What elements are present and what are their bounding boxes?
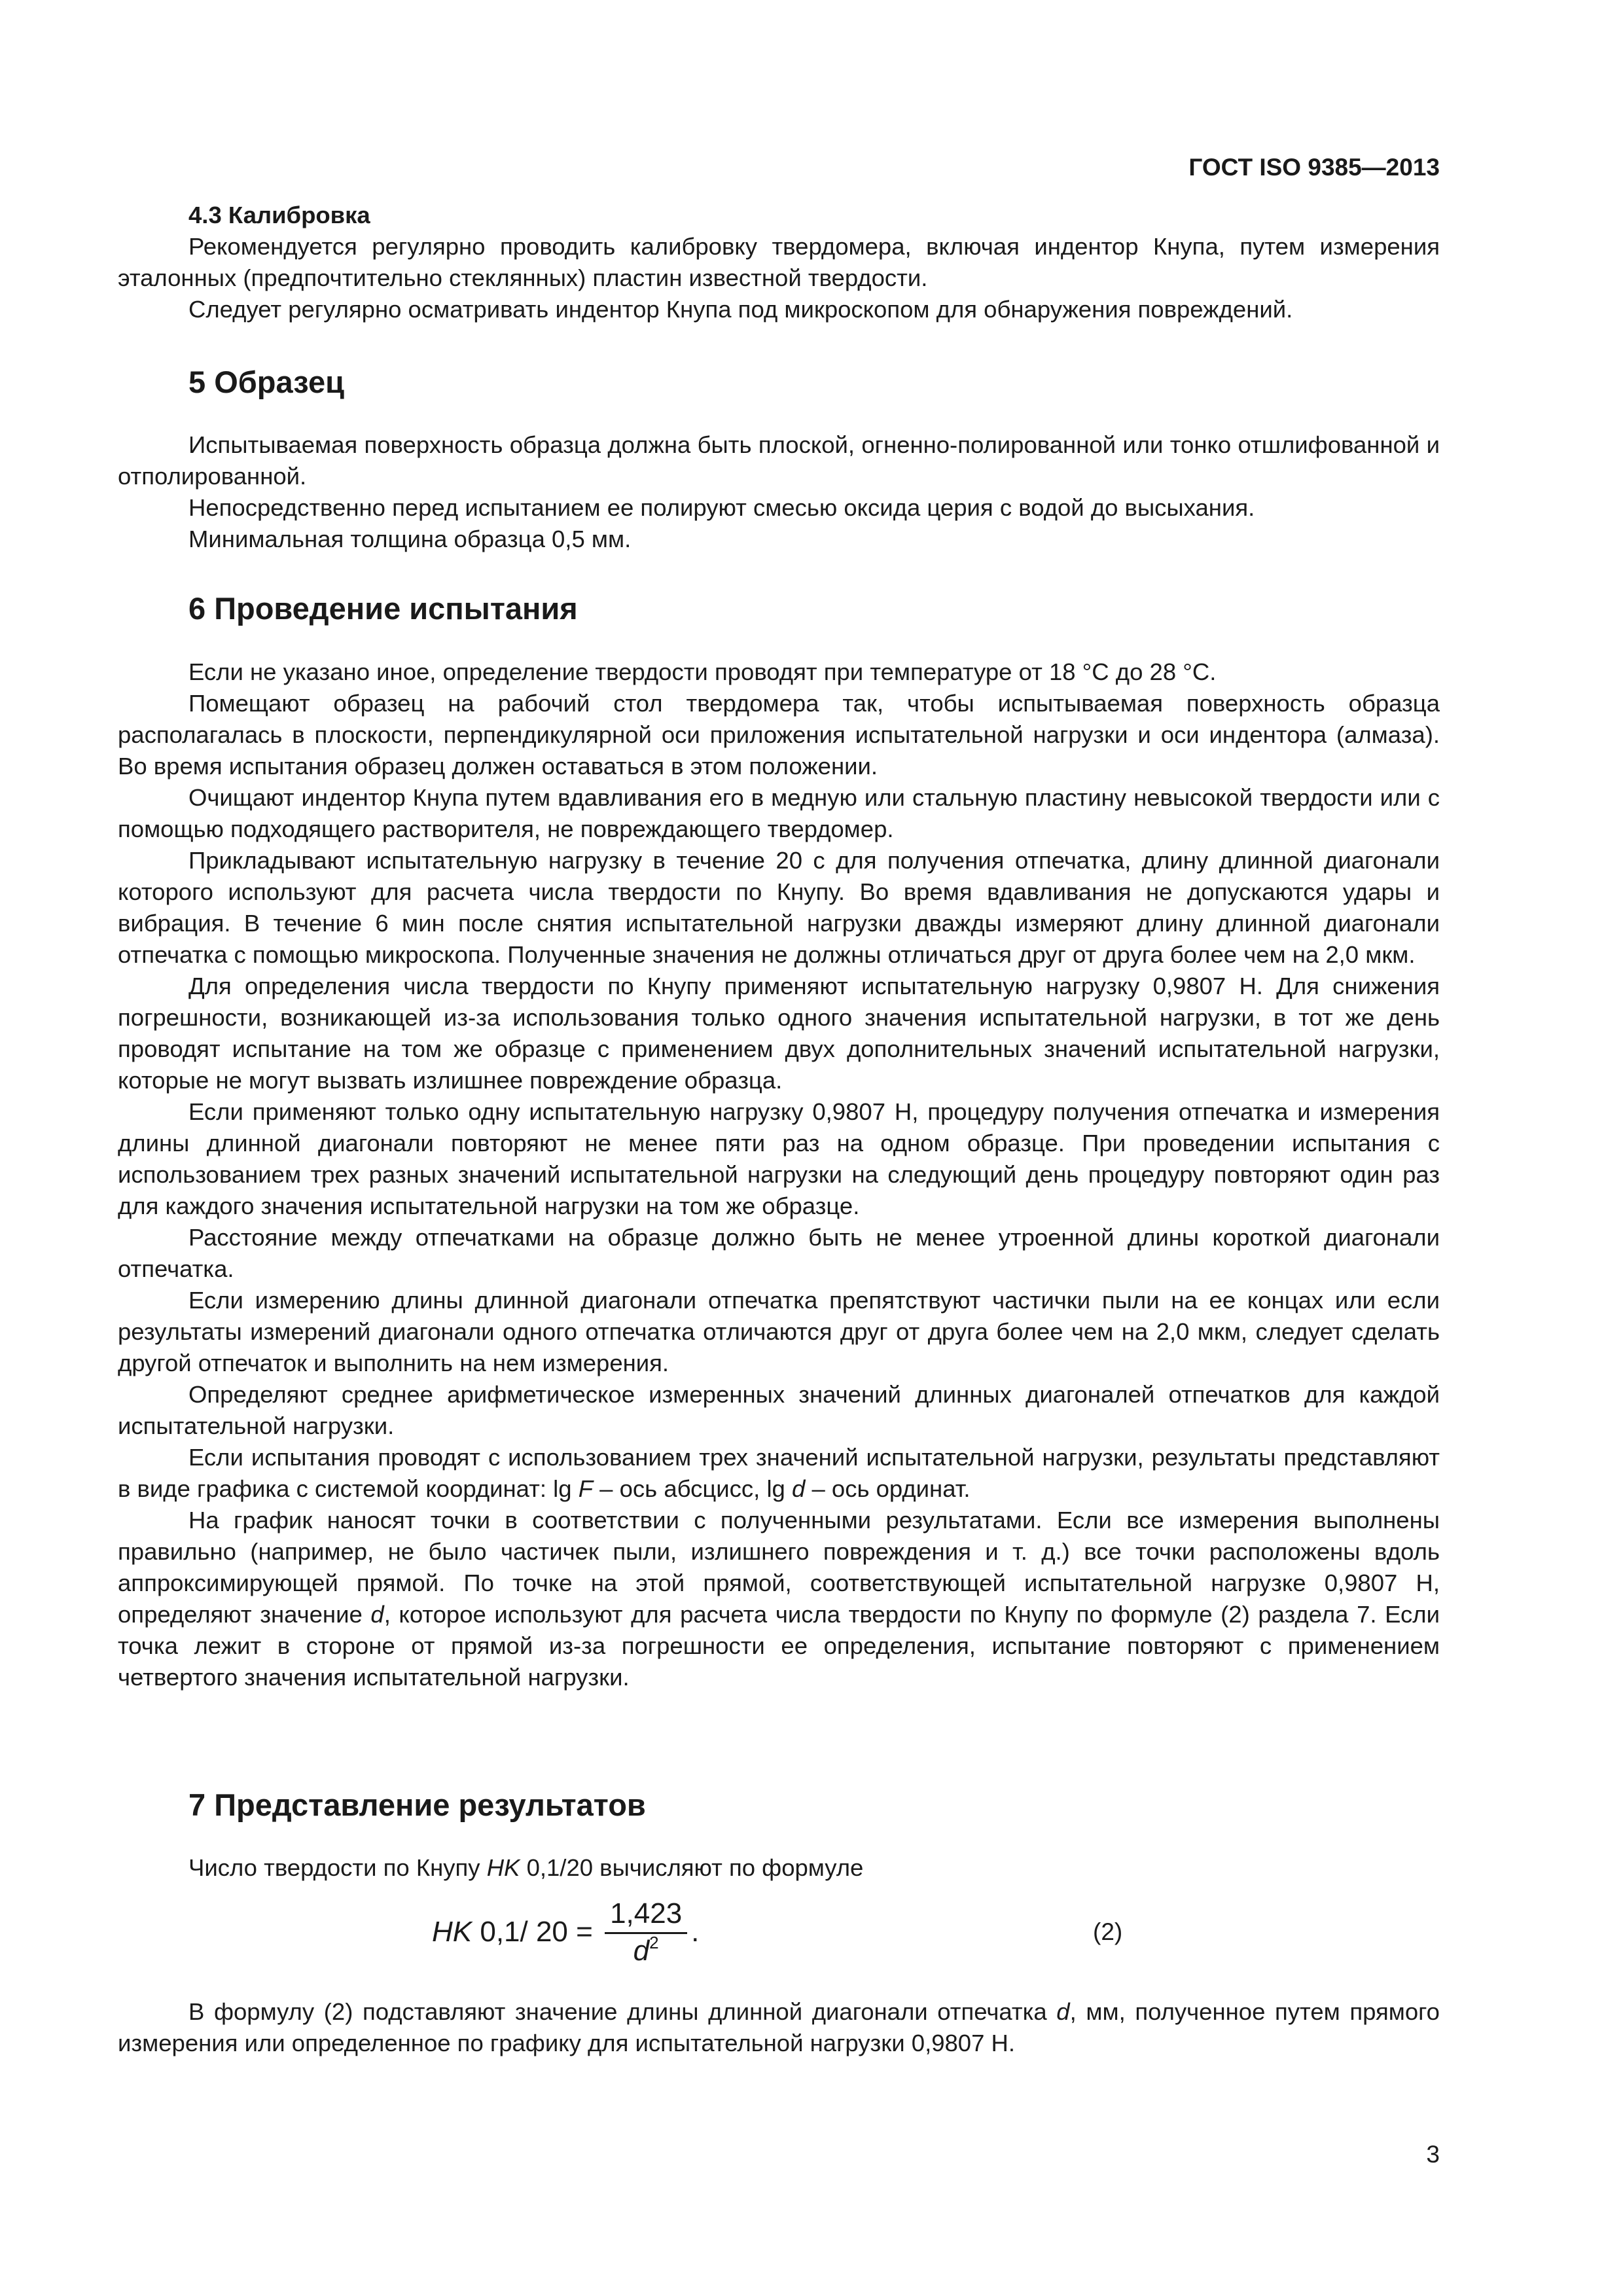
formula-number: (2)	[1093, 1918, 1123, 1945]
section-heading: 6 Проведение испытания	[188, 591, 578, 626]
paragraph: На график наносят точки в соответствии с полученными результатами. Если все измерения выполнены правильно (например, не было частичек пыли, излишнего повреждения и т. д.) все точки расположены вдоль аппроксимирующей прямой. По точке на этой прямой, соответствующей испытательной нагрузке 0,9807 Н, определяют значение d, которое используют для расчета числа твердости по Кнупу по формуле (2) раздела 7. Если точка лежит в стороне от прямой из-за погрешности ее определения, испытание повторяют с применением четвертого значения испытательной нагрузки.	[118, 1507, 1440, 1691]
document-code: ГОСТ ISO 9385—2013	[1188, 154, 1440, 181]
subsection-heading: 4.3 Калибровка	[188, 202, 370, 228]
section-5-body	[118, 429, 1440, 555]
paragraph: Минимальная толщина образца 0,5 мм.	[188, 526, 632, 552]
paragraph: Если не указано иное, определение твердости проводят при температуре от 18 °С до 28 °С.	[188, 658, 1217, 685]
paragraph: Испытываемая поверхность образца должна быть плоской, огненно-полированной или тонко отшлифованной и отполированной.	[118, 431, 1440, 490]
paragraph: Следует регулярно осматривать индентор Кнупа под микроскопом для обнаружения повреждений.	[188, 296, 1293, 323]
paragraph: Для определения числа твердости по Кнупу применяют испытательную нагрузку 0,9807 Н. Для снижения погрешности, возникающей из-за использования только одного значения испытательной нагрузки, в тот же день проводят испытание на том же образце с применением двух дополнительных значений испытательной нагрузки, которые не могут вызвать излишнее повреждение образца.	[118, 973, 1440, 1094]
section-6	[118, 590, 1440, 627]
section-6-body	[118, 656, 1440, 1693]
formula-2	[118, 1886, 1440, 1978]
paragraph: Рекомендуется регулярно проводить калибровку твердомера, включая индентор Кнупа, путем измерения эталонных (предпочтительно стеклянных) пластин известной твердости.	[118, 233, 1440, 291]
section-4-3	[118, 200, 1440, 325]
section-heading: 5 Образец	[188, 365, 344, 399]
section-heading: 7 Представление результатов	[188, 1787, 646, 1822]
paragraph: В формулу (2) подставляют значение длины длинной диагонали отпечатка d, мм, полученное путем прямого измерения или определенное по графику для испытательной нагрузки 0,9807 Н.	[118, 1998, 1440, 2056]
section-7	[118, 1787, 1440, 1823]
formula-fraction: $\frac{1,423}{d^2}$	[605, 1897, 687, 1968]
paragraph: Если испытания проводят с использованием трех значений испытательной нагрузки, результаты представляют в виде графика с системой координат: lg F – ось абсцисс, lg d – ось ординат.	[118, 1444, 1440, 1502]
paragraph: Число твердости по Кнупу HK 0,1/20 вычисляют по формуле	[188, 1854, 864, 1881]
section-7-intro	[118, 1852, 1440, 1884]
section-7-body	[118, 1996, 1440, 2059]
paragraph: Помещают образец на рабочий стол твердомера так, чтобы испытываемая поверхность образца располагалась в плоскости, перпендикулярной оси приложения испытательной нагрузки и оси индентора (алмаза). Во время испытания образец должен оставаться в этом положении.	[118, 690, 1440, 780]
paragraph: Определяют среднее арифметическое измеренных значений длинных диагоналей отпечатков для каждой испытательной нагрузки.	[118, 1381, 1440, 1439]
page-number: 3	[1426, 2141, 1440, 2168]
section-5	[118, 364, 1440, 401]
formula-expression: HK 0,1/ 20 = $\frac{1,423}{d^2}$ .	[432, 1897, 700, 1967]
paragraph: Расстояние между отпечатками на образце должно быть не менее утроенной длины короткой диагонали отпечатка.	[118, 1224, 1440, 1282]
paragraph: Если измерению длины длинной диагонали отпечатка препятствуют частички пыли на ее концах или если результаты измерений диагонали одного отпечатка отличаются друг от друга более чем на 2,0 мкм, следует сделать другой отпечаток и выполнить на нем измерения.	[118, 1287, 1440, 1376]
paragraph: Если применяют только одну испытательную нагрузку 0,9807 Н, процедуру получения отпечатка и измерения длины длинной диагонали повторяют не менее пяти раз на одном образце. При проведении испытания с использованием трех разных значений испытательной нагрузки на следующий день процедуру повторяют один раз для каждого значения испытательной нагрузки на том же образце.	[118, 1098, 1440, 1219]
paragraph: Непосредственно перед испытанием ее полируют смесью оксида церия с водой до высыхания.	[188, 494, 1255, 521]
paragraph: Прикладывают испытательную нагрузку в течение 20 с для получения отпечатка, длину длинной диагонали которого используют для расчета числа твердости по Кнупу. Во время вдавливания не допускаются удары и вибрация. В течение 6 мин после снятия испытательной нагрузки дважды измеряют длину длинной диагонали отпечатка с помощью микроскопа. Полученные значения не должны отличаться друг от друга более чем на 2,0 мкм.	[118, 847, 1440, 968]
paragraph: Очищают индентор Кнупа путем вдавливания его в медную или стальную пластину невысокой твердости или с помощью подходящего растворителя, не повреждающего твердомер.	[118, 784, 1440, 842]
